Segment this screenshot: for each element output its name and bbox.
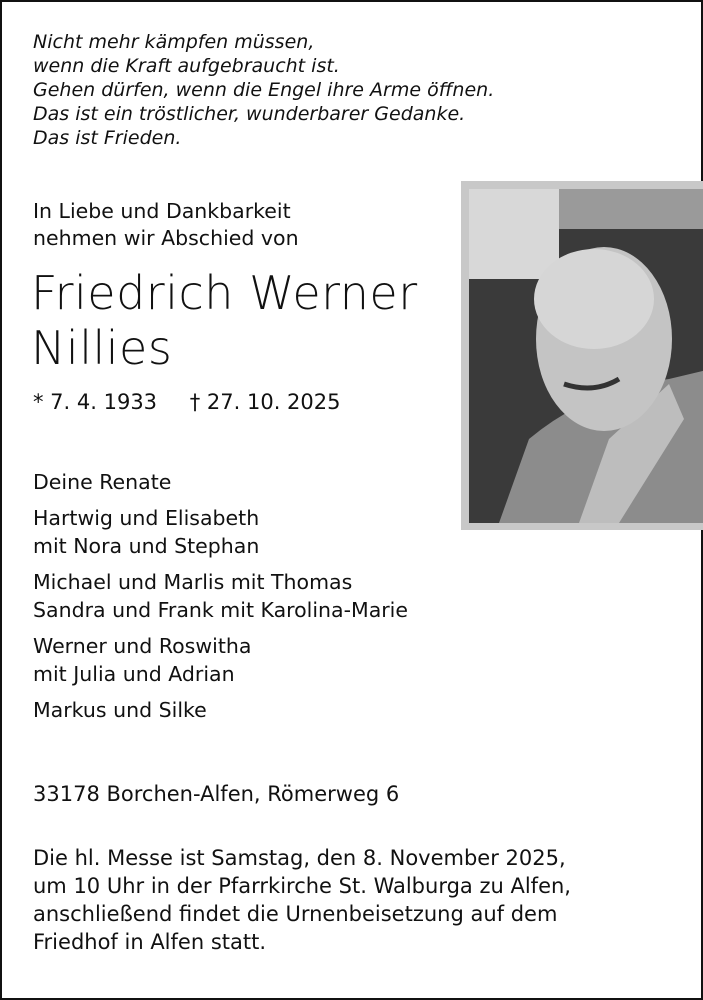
mourners-list: [33, 468, 408, 732]
poem: [33, 30, 494, 150]
mourner-line: Sandra und Frank mit Karolina-Marie: [33, 598, 408, 622]
mourner-line: Hartwig und Elisabeth: [33, 506, 260, 530]
mourner-line: mit Julia und Adrian: [33, 662, 235, 686]
mourner-group: [33, 504, 408, 560]
mourner-line: Michael und Marlis mit Thomas: [33, 570, 353, 594]
mourner-line: Markus und Silke: [33, 698, 207, 722]
life-dates: [33, 390, 367, 414]
intro-line: In Liebe und Dankbarkeit: [33, 199, 291, 223]
mourner-line: mit Nora und Stephan: [33, 534, 260, 558]
name-line: Friedrich Werner: [31, 266, 418, 320]
death-date: † 27. 10. 2025: [189, 390, 341, 414]
poem-line: Nicht mehr kämpfen müssen,: [33, 31, 315, 53]
name-line: Nillies: [31, 321, 173, 375]
mass-line: Die hl. Messe ist Samstag, den 8. November 2025,: [33, 846, 566, 870]
mourner-group: [33, 468, 408, 496]
mass-line: anschließend findet die Urnenbeisetzung auf dem: [33, 902, 558, 926]
poem-line: wenn die Kraft aufgebraucht ist.: [33, 55, 340, 77]
funeral-mass-info: [33, 844, 571, 956]
mourner-group: [33, 568, 408, 624]
deceased-name: [31, 266, 418, 376]
poem-line: Das ist Frieden.: [33, 127, 182, 149]
portrait-photo-frame: [461, 181, 703, 530]
poem-line: Gehen dürfen, wenn die Engel ihre Arme öffnen.: [33, 79, 495, 101]
poem-line: Das ist ein tröstlicher, wunderbarer Gedanke.: [33, 103, 466, 125]
portrait-figure-icon: [469, 189, 703, 523]
mourner-line: Werner und Roswitha: [33, 634, 252, 658]
mourner-line: Deine Renate: [33, 470, 172, 494]
intro-line: nehmen wir Abschied von: [33, 226, 299, 250]
mourner-group: [33, 696, 408, 724]
birth-date: * 7. 4. 1933: [33, 390, 158, 414]
mourner-group: [33, 632, 408, 688]
intro-text: [33, 198, 299, 252]
portrait-photo: [469, 189, 703, 523]
mass-line: Friedhof in Alfen statt.: [33, 930, 266, 954]
address: 33178 Borchen-Alfen, Römerweg 6: [33, 782, 400, 806]
mass-line: um 10 Uhr in der Pfarrkirche St. Walburga zu Alfen,: [33, 874, 571, 898]
